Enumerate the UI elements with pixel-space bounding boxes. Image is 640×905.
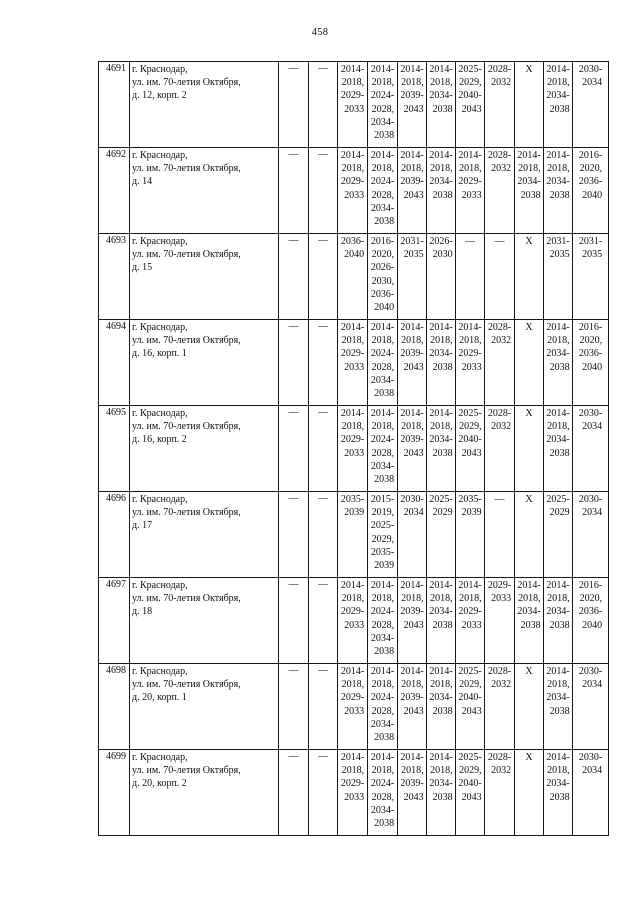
row-number: 4693 <box>99 234 130 320</box>
address-cell: г. Краснодар, ул. им. 70-летия Октября, д. 14 <box>130 148 279 234</box>
period-cell-text: 2030- 2034 <box>400 494 424 519</box>
empty-cell: — <box>309 320 338 406</box>
period-cell-text: 2030- 2034 <box>578 752 603 777</box>
period-cell-text: 2035- 2039 <box>458 494 482 519</box>
address-cell: г. Краснодар, ул. им. 70-летия Октября, д. 20, корп. 2 <box>130 750 279 836</box>
period-cell <box>368 578 398 664</box>
period-cell-text: 2014- 2018, 2029- 2033 <box>340 666 365 717</box>
period-cell <box>456 750 485 836</box>
period-cell <box>515 664 544 750</box>
period-cell <box>485 664 515 750</box>
period-cell-text: 2014- 2018, 2034- 2038 <box>517 580 541 631</box>
period-cell <box>515 578 544 664</box>
period-cell-text: 2025- 2029 <box>546 494 570 519</box>
address-cell: г. Краснодар, ул. им. 70-летия Октября, д. 15 <box>130 234 279 320</box>
period-cell-text: 2014- 2018, 2034- 2038 <box>429 64 453 115</box>
period-cell <box>515 62 544 148</box>
period-cell <box>338 406 368 492</box>
empty-cell: — <box>279 234 309 320</box>
row-number: 4691 <box>99 62 130 148</box>
table-row <box>99 320 609 406</box>
row-number: 4697 <box>99 578 130 664</box>
row-number: 4699 <box>99 750 130 836</box>
table-row <box>99 148 609 234</box>
table-row <box>99 406 609 492</box>
period-cell-text: 2031- 2035 <box>400 236 424 261</box>
empty-cell: — <box>279 406 309 492</box>
period-cell <box>338 578 368 664</box>
period-cell-text: 2014- 2018, 2029- 2033 <box>340 408 365 459</box>
period-cell <box>544 320 573 406</box>
period-cell-text: 2029- 2033 <box>487 580 512 605</box>
period-cell <box>368 664 398 750</box>
period-cell <box>456 664 485 750</box>
period-cell-text: 2014- 2018, 2034- 2038 <box>429 666 453 717</box>
period-cell <box>338 664 368 750</box>
period-cell <box>427 578 456 664</box>
period-cell <box>427 492 456 578</box>
row-number: 4698 <box>99 664 130 750</box>
period-cell <box>544 406 573 492</box>
period-cell-text: X <box>525 494 533 505</box>
period-cell-text: 2014- 2018, 2039- 2043 <box>400 64 424 115</box>
period-cell <box>427 750 456 836</box>
period-cell <box>544 578 573 664</box>
period-cell <box>544 148 573 234</box>
period-cell <box>338 148 368 234</box>
period-cell <box>573 578 609 664</box>
period-cell <box>368 62 398 148</box>
period-cell <box>456 148 485 234</box>
period-cell <box>485 320 515 406</box>
period-cell-text: 2028- 2032 <box>487 666 512 691</box>
period-cell-text: 2031- 2035 <box>546 236 570 261</box>
period-cell-text: — <box>494 494 505 505</box>
period-cell-text: 2016- 2020, 2026- 2030, 2036- 2040 <box>370 236 395 314</box>
empty-cell: — <box>279 148 309 234</box>
period-cell <box>485 492 515 578</box>
period-cell <box>368 234 398 320</box>
empty-cell: — <box>279 664 309 750</box>
period-cell-text: 2014- 2018, 2034- 2038 <box>429 150 453 201</box>
period-cell <box>368 492 398 578</box>
period-cell <box>368 406 398 492</box>
period-cell-text: 2014- 2018, 2029- 2033 <box>340 580 365 631</box>
address-cell: г. Краснодар, ул. им. 70-летия Октября, д. 17 <box>130 492 279 578</box>
period-cell-text: 2030- 2034 <box>578 666 603 691</box>
period-cell <box>398 320 427 406</box>
period-cell-text: 2014- 2018, 2034- 2038 <box>546 64 570 115</box>
period-cell <box>544 492 573 578</box>
address-cell: г. Краснодар, ул. им. 70-летия Октября, д. 16, корп. 2 <box>130 406 279 492</box>
period-cell <box>398 492 427 578</box>
period-cell-text: X <box>525 322 533 333</box>
period-cell-text: — <box>465 236 475 247</box>
period-cell <box>573 406 609 492</box>
period-cell-text: 2014- 2018, 2029- 2033 <box>458 580 482 631</box>
period-cell <box>515 320 544 406</box>
period-cell-text: 2014- 2018, 2034- 2038 <box>546 666 570 717</box>
period-cell <box>573 234 609 320</box>
period-cell <box>485 62 515 148</box>
address-cell: г. Краснодар, ул. им. 70-летия Октября, д. 12, корп. 2 <box>130 62 279 148</box>
period-cell-text: 2025- 2029, 2040- 2043 <box>458 408 482 459</box>
period-cell-text: 2014- 2018, 2024- 2028, 2034- 2038 <box>370 64 395 142</box>
period-cell <box>456 320 485 406</box>
period-cell-text: 2030- 2034 <box>578 64 603 89</box>
period-cell-text: 2014- 2018, 2034- 2038 <box>546 150 570 201</box>
period-cell <box>427 148 456 234</box>
period-cell <box>338 62 368 148</box>
period-cell-text: 2036- 2040 <box>340 236 365 261</box>
period-cell <box>544 234 573 320</box>
page-number: 458 <box>311 27 329 38</box>
period-cell-text: 2014- 2018, 2029- 2033 <box>340 150 365 201</box>
period-cell-text: 2014- 2018, 2024- 2028, 2034- 2038 <box>370 322 395 400</box>
period-cell-text: 2014- 2018, 2024- 2028, 2034- 2038 <box>370 408 395 486</box>
period-cell <box>427 664 456 750</box>
table-body <box>99 62 609 836</box>
period-cell <box>573 148 609 234</box>
period-cell-text: 2014- 2018, 2039- 2043 <box>400 322 424 373</box>
period-cell <box>544 750 573 836</box>
period-cell <box>338 492 368 578</box>
period-cell-text: 2014- 2018, 2024- 2028, 2034- 2038 <box>370 150 395 228</box>
table-row <box>99 492 609 578</box>
period-cell <box>368 750 398 836</box>
period-cell <box>573 750 609 836</box>
period-cell-text: X <box>525 752 533 763</box>
table-row <box>99 578 609 664</box>
period-cell <box>398 62 427 148</box>
period-cell-text: X <box>525 408 533 419</box>
period-cell-text: 2014- 2018, 2029- 2033 <box>458 322 482 373</box>
period-cell-text: 2025- 2029 <box>429 494 453 519</box>
empty-cell: — <box>309 62 338 148</box>
period-cell-text: 2014- 2018, 2034- 2038 <box>546 408 570 459</box>
period-cell-text: 2016- 2020, 2036- 2040 <box>578 150 603 201</box>
period-cell-text: 2014- 2018, 2024- 2028, 2034- 2038 <box>370 752 395 830</box>
period-cell <box>427 406 456 492</box>
period-cell <box>485 406 515 492</box>
period-cell-text: 2014- 2018, 2034- 2038 <box>429 408 453 459</box>
period-cell-text: 2031- 2035 <box>578 236 603 261</box>
period-cell-text: 2028- 2032 <box>487 64 512 89</box>
period-cell <box>573 320 609 406</box>
period-cell-text: X <box>525 236 533 247</box>
period-cell-text: 2015- 2019, 2025- 2029, 2035- 2039 <box>370 494 395 572</box>
period-cell <box>368 148 398 234</box>
period-cell <box>427 62 456 148</box>
period-cell-text: 2025- 2029, 2040- 2043 <box>458 64 482 115</box>
period-cell <box>573 664 609 750</box>
empty-cell: — <box>279 320 309 406</box>
period-cell <box>573 62 609 148</box>
period-cell-text: 2014- 2018, 2039- 2043 <box>400 150 424 201</box>
period-cell-text: 2035- 2039 <box>340 494 365 519</box>
period-cell <box>515 492 544 578</box>
period-cell-text: 2014- 2018, 2034- 2038 <box>546 580 570 631</box>
period-cell-text: 2028- 2032 <box>487 752 512 777</box>
period-cell-text: 2028- 2032 <box>487 322 512 347</box>
period-cell-text: 2016- 2020, 2036- 2040 <box>578 580 603 631</box>
empty-cell: — <box>279 578 309 664</box>
empty-cell: — <box>309 406 338 492</box>
period-cell <box>456 406 485 492</box>
row-number: 4694 <box>99 320 130 406</box>
empty-cell: — <box>309 750 338 836</box>
empty-cell: — <box>279 492 309 578</box>
empty-cell: — <box>279 750 309 836</box>
period-cell-text: X <box>525 64 533 75</box>
period-cell-text: 2030- 2034 <box>578 408 603 433</box>
row-number: 4696 <box>99 492 130 578</box>
period-cell-text: 2014- 2018, 2034- 2038 <box>429 322 453 373</box>
period-cell <box>485 578 515 664</box>
period-cell <box>544 664 573 750</box>
period-cell <box>338 234 368 320</box>
period-cell-text: 2028- 2032 <box>487 150 512 175</box>
period-cell <box>398 750 427 836</box>
period-cell-text: 2014- 2018, 2024- 2028, 2034- 2038 <box>370 666 395 744</box>
period-cell <box>338 750 368 836</box>
period-cell-text: 2014- 2018, 2034- 2038 <box>429 580 453 631</box>
period-cell <box>456 62 485 148</box>
empty-cell: — <box>309 664 338 750</box>
period-cell-text: 2014- 2018, 2024- 2028, 2034- 2038 <box>370 580 395 658</box>
table-row <box>99 664 609 750</box>
period-cell <box>456 578 485 664</box>
period-cell <box>544 62 573 148</box>
period-cell-text: 2028- 2032 <box>487 408 512 433</box>
period-cell <box>338 320 368 406</box>
period-cell-text: 2014- 2018, 2029- 2033 <box>340 752 365 803</box>
period-cell <box>398 664 427 750</box>
address-cell: г. Краснодар, ул. им. 70-летия Октября, д. 20, корп. 1 <box>130 664 279 750</box>
period-cell-text: 2016- 2020, 2036- 2040 <box>578 322 603 373</box>
period-cell-text: 2025- 2029, 2040- 2043 <box>458 752 482 803</box>
repair-schedule-table <box>98 61 609 836</box>
period-cell <box>398 148 427 234</box>
period-cell <box>456 492 485 578</box>
period-cell-text: 2014- 2018, 2034- 2038 <box>546 322 570 373</box>
period-cell <box>398 578 427 664</box>
period-cell <box>398 406 427 492</box>
period-cell <box>485 750 515 836</box>
period-cell-text: 2014- 2018, 2034- 2038 <box>429 752 453 803</box>
period-cell-text: 2014- 2018, 2034- 2038 <box>517 150 541 201</box>
period-cell <box>456 234 485 320</box>
period-cell <box>427 320 456 406</box>
period-cell <box>515 406 544 492</box>
address-cell: г. Краснодар, ул. им. 70-летия Октября, д. 18 <box>130 578 279 664</box>
row-number: 4692 <box>99 148 130 234</box>
table-row <box>99 62 609 148</box>
period-cell-text: 2014- 2018, 2029- 2033 <box>458 150 482 201</box>
period-cell-text: 2014- 2018, 2029- 2033 <box>340 64 365 115</box>
period-cell <box>398 234 427 320</box>
period-cell-text: 2014- 2018, 2039- 2043 <box>400 408 424 459</box>
period-cell <box>515 750 544 836</box>
period-cell <box>368 320 398 406</box>
address-cell: г. Краснодар, ул. им. 70-летия Октября, д. 16, корп. 1 <box>130 320 279 406</box>
period-cell-text: 2014- 2018, 2034- 2038 <box>546 752 570 803</box>
period-cell-text: 2025- 2029, 2040- 2043 <box>458 666 482 717</box>
period-cell <box>515 234 544 320</box>
period-cell-text: 2014- 2018, 2029- 2033 <box>340 322 365 373</box>
table-row <box>99 234 609 320</box>
empty-cell: — <box>309 148 338 234</box>
period-cell-text: 2030- 2034 <box>578 494 603 519</box>
period-cell <box>427 234 456 320</box>
empty-cell: — <box>309 492 338 578</box>
period-cell-text: X <box>525 666 533 677</box>
period-cell-text: 2026- 2030 <box>429 236 453 261</box>
period-cell-text: 2014- 2018, 2039- 2043 <box>400 666 424 717</box>
period-cell <box>485 234 515 320</box>
row-number: 4695 <box>99 406 130 492</box>
empty-cell: — <box>279 62 309 148</box>
table-row <box>99 750 609 836</box>
period-cell <box>515 148 544 234</box>
period-cell <box>573 492 609 578</box>
period-cell-text: 2014- 2018, 2039- 2043 <box>400 580 424 631</box>
period-cell <box>485 148 515 234</box>
empty-cell: — <box>309 578 338 664</box>
period-cell-text: — <box>494 236 505 247</box>
period-cell-text: 2014- 2018, 2039- 2043 <box>400 752 424 803</box>
empty-cell: — <box>309 234 338 320</box>
